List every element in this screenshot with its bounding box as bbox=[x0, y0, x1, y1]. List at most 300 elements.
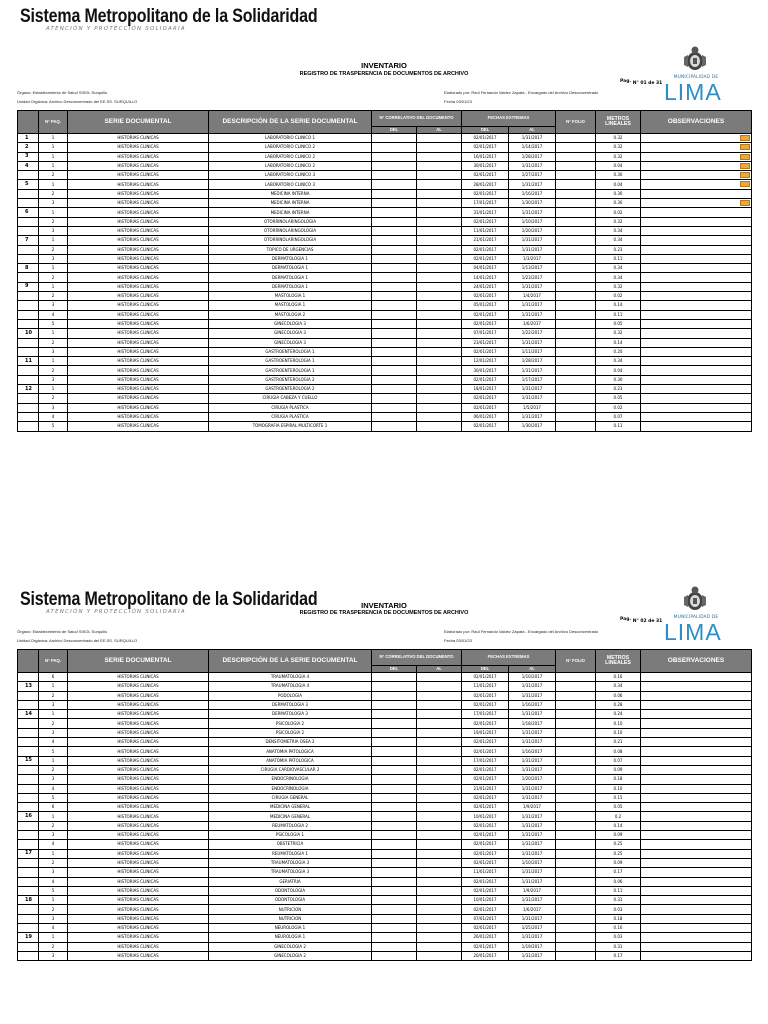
column-header-fecha-del: DEL bbox=[462, 127, 509, 134]
cell-caja bbox=[18, 784, 39, 793]
cell-metros: 0.32 bbox=[596, 329, 641, 338]
cell-observaciones bbox=[641, 189, 752, 198]
cell-caja bbox=[18, 765, 39, 774]
cell-serie: HISTORIAS CLINICAS bbox=[68, 385, 209, 394]
cell-fecha-del: 02/01/2017 bbox=[462, 719, 509, 728]
cell-correlativo-del bbox=[372, 933, 417, 942]
cell-serie: HISTORIAS CLINICAS bbox=[68, 775, 209, 784]
cell-paq: 1 bbox=[39, 357, 68, 366]
cell-folio bbox=[556, 719, 596, 728]
table-row bbox=[18, 338, 752, 347]
cell-observaciones bbox=[641, 840, 752, 849]
cell-descripcion: DERMATOLOGIA 1 bbox=[209, 282, 372, 291]
cell-folio bbox=[556, 793, 596, 802]
cell-folio bbox=[556, 412, 596, 421]
cell-caja bbox=[18, 821, 39, 830]
cell-fecha-del: 02/01/2017 bbox=[462, 171, 509, 180]
cell-caja: 2 bbox=[18, 143, 39, 152]
cell-observaciones bbox=[641, 858, 752, 867]
cell-serie: HISTORIAS CLINICAS bbox=[68, 394, 209, 403]
cell-correlativo-al bbox=[417, 728, 462, 737]
cell-correlativo-del bbox=[372, 171, 417, 180]
cell-fecha-al: 1/18/2017 bbox=[509, 719, 556, 728]
cell-descripcion: CIRUGIA CABEZA Y CUELLO bbox=[209, 394, 372, 403]
cell-fecha-al: 1/14/2017 bbox=[509, 143, 556, 152]
table-row bbox=[18, 208, 752, 217]
table-row bbox=[18, 877, 752, 886]
cell-metros: 0.21 bbox=[596, 738, 641, 747]
cell-descripcion: DENSITOMETRIA OSEA 2 bbox=[209, 738, 372, 747]
table-row bbox=[18, 347, 752, 356]
cell-folio bbox=[556, 180, 596, 189]
cell-fecha-al: 1/3/2017 bbox=[509, 254, 556, 263]
cell-serie: HISTORIAS CLINICAS bbox=[68, 700, 209, 709]
cell-correlativo-del bbox=[372, 375, 417, 384]
cell-caja: 7 bbox=[18, 236, 39, 245]
cell-correlativo-del bbox=[372, 273, 417, 282]
cell-fecha-del: 10/01/2017 bbox=[462, 812, 509, 821]
cell-paq: 1 bbox=[39, 812, 68, 821]
cell-folio bbox=[556, 273, 596, 282]
cell-correlativo-del bbox=[372, 868, 417, 877]
cell-correlativo-del bbox=[372, 682, 417, 691]
cell-fecha-al: 1/6/2017 bbox=[509, 319, 556, 328]
cell-observaciones bbox=[641, 152, 752, 161]
cell-fecha-del: 02/01/2017 bbox=[462, 134, 509, 143]
cell-folio bbox=[556, 700, 596, 709]
cell-descripcion: LABORATORIO CLINICO 2 bbox=[209, 152, 372, 161]
column-header-metros: METROS LINEALES bbox=[596, 650, 641, 673]
cell-correlativo-del bbox=[372, 831, 417, 840]
cell-correlativo-del bbox=[372, 217, 417, 226]
cell-serie: HISTORIAS CLINICAS bbox=[68, 728, 209, 737]
cell-observaciones bbox=[641, 765, 752, 774]
cell-correlativo-del bbox=[372, 905, 417, 914]
table-row bbox=[18, 840, 752, 849]
cell-metros: 0.25 bbox=[596, 849, 641, 858]
cell-serie: HISTORIAS CLINICAS bbox=[68, 933, 209, 942]
cell-descripcion: GASTROENTEROLOGIA 2 bbox=[209, 375, 372, 384]
cell-correlativo-al bbox=[417, 199, 462, 208]
logo-lima-text: LIMA bbox=[664, 79, 722, 105]
brand-title: Sistema Metropolitano de la Solidaridad bbox=[20, 588, 318, 610]
cell-descripcion: DERMATOLOGIA 1 bbox=[209, 264, 372, 273]
cell-fecha-al: 1/31/2017 bbox=[509, 933, 556, 942]
cell-correlativo-al bbox=[417, 738, 462, 747]
cell-observaciones bbox=[641, 821, 752, 830]
cell-correlativo-del bbox=[372, 691, 417, 700]
cell-serie: HISTORIAS CLINICAS bbox=[68, 849, 209, 858]
cell-paq: 4 bbox=[39, 784, 68, 793]
cell-folio bbox=[556, 812, 596, 821]
cell-folio bbox=[556, 951, 596, 960]
cell-caja: 13 bbox=[18, 682, 39, 691]
cell-caja bbox=[18, 691, 39, 700]
cell-correlativo-del bbox=[372, 264, 417, 273]
cell-fecha-al: 1/31/2017 bbox=[509, 831, 556, 840]
cell-fecha-al: 1/9/2017 bbox=[509, 803, 556, 812]
cell-fecha-del: 02/01/2017 bbox=[462, 877, 509, 886]
cell-fecha-al: 1/31/2017 bbox=[509, 821, 556, 830]
cell-folio bbox=[556, 403, 596, 412]
cell-caja bbox=[18, 951, 39, 960]
cell-folio bbox=[556, 161, 596, 170]
cell-metros: 0.34 bbox=[596, 226, 641, 235]
cell-serie: HISTORIAS CLINICAS bbox=[68, 803, 209, 812]
cell-caja: 5 bbox=[18, 180, 39, 189]
cell-descripcion: ENDOCRINOLOGIA bbox=[209, 784, 372, 793]
cell-caja bbox=[18, 292, 39, 301]
cell-correlativo-del bbox=[372, 338, 417, 347]
table-row bbox=[18, 189, 752, 198]
cell-folio bbox=[556, 171, 596, 180]
cell-paq: 5 bbox=[39, 319, 68, 328]
cell-observaciones bbox=[641, 254, 752, 263]
cell-fecha-al: 1/31/2017 bbox=[509, 840, 556, 849]
cell-descripcion: ENDOCRINOLOGIA bbox=[209, 775, 372, 784]
cell-fecha-al: 1/31/2017 bbox=[509, 394, 556, 403]
cell-folio bbox=[556, 831, 596, 840]
cell-correlativo-al bbox=[417, 273, 462, 282]
cell-paq: 1 bbox=[39, 236, 68, 245]
cell-caja bbox=[18, 412, 39, 421]
cell-correlativo-del bbox=[372, 793, 417, 802]
cell-paq: 3 bbox=[39, 868, 68, 877]
cell-fecha-del: 18/01/2017 bbox=[462, 385, 509, 394]
table-row bbox=[18, 868, 752, 877]
table-row bbox=[18, 264, 752, 273]
cell-folio bbox=[556, 765, 596, 774]
cell-fecha-del: 02/01/2017 bbox=[462, 422, 509, 431]
cell-serie: HISTORIAS CLINICAS bbox=[68, 171, 209, 180]
cell-metros: 0.02 bbox=[596, 208, 641, 217]
brand-title: Sistema Metropolitano de la Solidaridad bbox=[20, 5, 318, 27]
observation-tag-icon bbox=[740, 172, 750, 178]
cell-observaciones bbox=[641, 849, 752, 858]
column-header-observaciones: OBSERVACIONES bbox=[641, 650, 752, 673]
cell-correlativo-al bbox=[417, 319, 462, 328]
cell-descripcion: TOMOGRAFIA ESPIRAL MULTICORTE 1 bbox=[209, 422, 372, 431]
cell-metros: 0.23 bbox=[596, 385, 641, 394]
cell-descripcion: MASTOLOGIA 1 bbox=[209, 301, 372, 310]
cell-fecha-al: 1/27/2017 bbox=[509, 171, 556, 180]
cell-descripcion: TRAUMATOLOGIA 3 bbox=[209, 858, 372, 867]
cell-serie: HISTORIAS CLINICAS bbox=[68, 942, 209, 951]
cell-fecha-al: 1/31/2017 bbox=[509, 682, 556, 691]
cell-metros: 0.23 bbox=[596, 245, 641, 254]
cell-descripcion: NUTRICION bbox=[209, 905, 372, 914]
cell-fecha-del: 31/01/2017 bbox=[462, 208, 509, 217]
table-row bbox=[18, 691, 752, 700]
cell-correlativo-del bbox=[372, 394, 417, 403]
table-row bbox=[18, 886, 752, 895]
observation-tag-icon bbox=[740, 163, 750, 169]
cell-correlativo-al bbox=[417, 840, 462, 849]
column-header-paq: N° PAQ. bbox=[39, 111, 68, 134]
coat-of-arms-icon bbox=[680, 45, 710, 73]
cell-fecha-al: 1/28/2017 bbox=[509, 357, 556, 366]
cell-folio bbox=[556, 877, 596, 886]
cell-observaciones bbox=[641, 394, 752, 403]
cell-fecha-al: 1/22/2017 bbox=[509, 329, 556, 338]
cell-fecha-al: 1/19/2017 bbox=[509, 942, 556, 951]
cell-serie: HISTORIAS CLINICAS bbox=[68, 180, 209, 189]
cell-fecha-al: 1/31/2017 bbox=[509, 282, 556, 291]
cell-correlativo-al bbox=[417, 924, 462, 933]
cell-fecha-al: 1/30/2017 bbox=[509, 422, 556, 431]
cell-folio bbox=[556, 217, 596, 226]
cell-folio bbox=[556, 728, 596, 737]
cell-serie: HISTORIAS CLINICAS bbox=[68, 152, 209, 161]
cell-observaciones bbox=[641, 747, 752, 756]
cell-caja bbox=[18, 700, 39, 709]
cell-fecha-al: 1/31/2017 bbox=[509, 134, 556, 143]
cell-serie: HISTORIAS CLINICAS bbox=[68, 710, 209, 719]
cell-descripcion: GASTROENTEROLOGIA 1 bbox=[209, 357, 372, 366]
cell-correlativo-al bbox=[417, 366, 462, 375]
table-row bbox=[18, 254, 752, 263]
cell-folio bbox=[556, 710, 596, 719]
cell-serie: HISTORIAS CLINICAS bbox=[68, 877, 209, 886]
cell-caja: 3 bbox=[18, 152, 39, 161]
cell-correlativo-del bbox=[372, 226, 417, 235]
cell-fecha-del: 02/01/2017 bbox=[462, 189, 509, 198]
cell-correlativo-al bbox=[417, 264, 462, 273]
cell-observaciones bbox=[641, 347, 752, 356]
table-row bbox=[18, 217, 752, 226]
cell-fecha-del: 20/01/2017 bbox=[462, 951, 509, 960]
table-row bbox=[18, 161, 752, 170]
cell-folio bbox=[556, 385, 596, 394]
cell-serie: HISTORIAS CLINICAS bbox=[68, 719, 209, 728]
cell-observaciones bbox=[641, 310, 752, 319]
cell-paq: 1 bbox=[39, 143, 68, 152]
cell-serie: HISTORIAS CLINICAS bbox=[68, 765, 209, 774]
cell-metros: 0.24 bbox=[596, 710, 641, 719]
cell-fecha-del: 11/01/2017 bbox=[462, 226, 509, 235]
cell-fecha-al: 1/31/2017 bbox=[509, 896, 556, 905]
inventory-table-body bbox=[18, 673, 752, 961]
cell-fecha-al: 1/10/2017 bbox=[509, 673, 556, 682]
cell-folio bbox=[556, 886, 596, 895]
cell-fecha-al: 1/31/2017 bbox=[509, 412, 556, 421]
cell-correlativo-al bbox=[417, 700, 462, 709]
cell-metros: 0.04 bbox=[596, 161, 641, 170]
cell-observaciones bbox=[641, 134, 752, 143]
cell-paq: 1 bbox=[39, 849, 68, 858]
column-header-descripcion: DESCRIPCIÓN DE LA SERIE DOCUMENTAL bbox=[209, 111, 372, 134]
cell-serie: HISTORIAS CLINICAS bbox=[68, 319, 209, 328]
cell-serie: HISTORIAS CLINICAS bbox=[68, 896, 209, 905]
cell-metros: 0.09 bbox=[596, 831, 641, 840]
cell-paq: 2 bbox=[39, 171, 68, 180]
cell-folio bbox=[556, 756, 596, 765]
inventory-table bbox=[17, 110, 752, 432]
cell-correlativo-al bbox=[417, 217, 462, 226]
cell-descripcion: TRAUMATOLOGIA 4 bbox=[209, 673, 372, 682]
cell-fecha-del: 19/01/2017 bbox=[462, 728, 509, 737]
cell-descripcion: ANATOMIA PATOLOGICA bbox=[209, 747, 372, 756]
cell-descripcion: MASTOLOGIA 1 bbox=[209, 292, 372, 301]
cell-metros: 0.11 bbox=[596, 422, 641, 431]
cell-correlativo-del bbox=[372, 329, 417, 338]
cell-caja: 6 bbox=[18, 208, 39, 217]
cell-correlativo-del bbox=[372, 292, 417, 301]
cell-descripcion: LABORATORIO CLINICO 2 bbox=[209, 161, 372, 170]
cell-folio bbox=[556, 282, 596, 291]
cell-caja bbox=[18, 886, 39, 895]
cell-fecha-al: 1/31/2017 bbox=[509, 236, 556, 245]
cell-paq: 1 bbox=[39, 282, 68, 291]
cell-descripcion: LABORATORIO CLINICO 3 bbox=[209, 171, 372, 180]
cell-fecha-al: 1/31/2017 bbox=[509, 728, 556, 737]
cell-metros: 0.34 bbox=[596, 273, 641, 282]
cell-caja bbox=[18, 245, 39, 254]
cell-descripcion: PSICOLOGIA 2 bbox=[209, 728, 372, 737]
elaborado-text: Elaborado por: Raúl Fernando Valdez Zapata - Encargado del Archivo Desconcentrado bbox=[444, 90, 599, 95]
cell-fecha-del: 11/01/2017 bbox=[462, 868, 509, 877]
cell-descripcion: MEDICINA INTERNA bbox=[209, 189, 372, 198]
cell-correlativo-al bbox=[417, 803, 462, 812]
cell-descripcion: PSICOLOGIA 1 bbox=[209, 831, 372, 840]
cell-observaciones bbox=[641, 375, 752, 384]
cell-folio bbox=[556, 292, 596, 301]
cell-caja: 12 bbox=[18, 385, 39, 394]
cell-observaciones bbox=[641, 319, 752, 328]
cell-fecha-del: 02/01/2017 bbox=[462, 765, 509, 774]
cell-correlativo-al bbox=[417, 226, 462, 235]
cell-folio bbox=[556, 849, 596, 858]
cell-observaciones bbox=[641, 282, 752, 291]
cell-fecha-al: 1/6/2017 bbox=[509, 905, 556, 914]
cell-paq: 2 bbox=[39, 292, 68, 301]
cell-caja bbox=[18, 347, 39, 356]
cell-caja bbox=[18, 905, 39, 914]
cell-descripcion: CIRUGIA CARDIOVASCULAR 2 bbox=[209, 765, 372, 774]
table-row bbox=[18, 282, 752, 291]
cell-serie: HISTORIAS CLINICAS bbox=[68, 282, 209, 291]
cell-correlativo-al bbox=[417, 877, 462, 886]
cell-descripcion: DERMATOLOGIA 3 bbox=[209, 710, 372, 719]
table-row bbox=[18, 301, 752, 310]
logo-municipalidad-text: MUNICIPALIDAD DE bbox=[673, 615, 719, 620]
cell-paq: 1 bbox=[39, 896, 68, 905]
cell-metros: 0.25 bbox=[596, 840, 641, 849]
cell-serie: HISTORIAS CLINICAS bbox=[68, 254, 209, 263]
cell-serie: HISTORIAS CLINICAS bbox=[68, 747, 209, 756]
cell-descripcion: GINECOLOGIA 2 bbox=[209, 942, 372, 951]
cell-fecha-al: 1/5/2017 bbox=[509, 403, 556, 412]
cell-fecha-del: 04/01/2017 bbox=[462, 264, 509, 273]
cell-caja bbox=[18, 366, 39, 375]
cell-observaciones bbox=[641, 775, 752, 784]
cell-descripcion: CIRUGIA PLASTICA bbox=[209, 412, 372, 421]
cell-paq: 3 bbox=[39, 831, 68, 840]
cell-folio bbox=[556, 673, 596, 682]
cell-paq: 1 bbox=[39, 933, 68, 942]
cell-paq: 1 bbox=[39, 756, 68, 765]
cell-fecha-al: 1/31/2017 bbox=[509, 868, 556, 877]
cell-serie: HISTORIAS CLINICAS bbox=[68, 858, 209, 867]
cell-caja bbox=[18, 422, 39, 431]
cell-folio bbox=[556, 914, 596, 923]
cell-caja bbox=[18, 793, 39, 802]
cell-observaciones bbox=[641, 933, 752, 942]
cell-fecha-al: 1/31/2017 bbox=[509, 310, 556, 319]
cell-correlativo-al bbox=[417, 329, 462, 338]
column-header-correlativo: N° CORRELATIVO DEL DOCUMENTO bbox=[372, 111, 462, 127]
cell-caja: 17 bbox=[18, 849, 39, 858]
cell-observaciones bbox=[641, 877, 752, 886]
cell-correlativo-del bbox=[372, 914, 417, 923]
cell-correlativo-al bbox=[417, 180, 462, 189]
column-header-serie: SERIE DOCUMENTAL bbox=[68, 111, 209, 134]
cell-observaciones bbox=[641, 868, 752, 877]
column-header-correlativo-al: AL bbox=[417, 666, 462, 673]
cell-descripcion: TRAUMATOLOGIA 3 bbox=[209, 868, 372, 877]
cell-fecha-al: 1/25/2017 bbox=[509, 924, 556, 933]
cell-fecha-al: 1/31/2017 bbox=[509, 710, 556, 719]
column-header-correlativo-del: DEL bbox=[372, 666, 417, 673]
cell-fecha-del: 02/01/2017 bbox=[462, 840, 509, 849]
cell-correlativo-al bbox=[417, 422, 462, 431]
cell-caja: 4 bbox=[18, 161, 39, 170]
cell-correlativo-del bbox=[372, 143, 417, 152]
cell-paq: 2 bbox=[39, 273, 68, 282]
cell-fecha-al: 1/16/2017 bbox=[509, 700, 556, 709]
cell-observaciones bbox=[641, 366, 752, 375]
cell-metros: 0.11 bbox=[596, 886, 641, 895]
cell-descripcion: MEDICINA INTERNA bbox=[209, 199, 372, 208]
cell-correlativo-al bbox=[417, 933, 462, 942]
cell-correlativo-del bbox=[372, 765, 417, 774]
cell-paq: 2 bbox=[39, 765, 68, 774]
cell-fecha-al: 1/31/2017 bbox=[509, 691, 556, 700]
cell-correlativo-del bbox=[372, 152, 417, 161]
cell-fecha-al: 1/31/2017 bbox=[509, 738, 556, 747]
cell-serie: HISTORIAS CLINICAS bbox=[68, 310, 209, 319]
cell-fecha-del: 28/01/2017 bbox=[462, 180, 509, 189]
cell-correlativo-al bbox=[417, 784, 462, 793]
table-row bbox=[18, 180, 752, 189]
cell-caja: 11 bbox=[18, 357, 39, 366]
cell-fecha-del: 02/01/2017 bbox=[462, 821, 509, 830]
cell-descripcion: ODONTOLOGIA bbox=[209, 886, 372, 895]
cell-caja bbox=[18, 831, 39, 840]
cell-fecha-al: 1/31/2017 bbox=[509, 765, 556, 774]
cell-serie: HISTORIAS CLINICAS bbox=[68, 189, 209, 198]
cell-observaciones bbox=[641, 292, 752, 301]
cell-serie: HISTORIAS CLINICAS bbox=[68, 347, 209, 356]
cell-fecha-al: 1/31/2017 bbox=[509, 245, 556, 254]
cell-correlativo-al bbox=[417, 682, 462, 691]
cell-paq: 4 bbox=[39, 412, 68, 421]
column-header-correlativo-del: DEL bbox=[372, 127, 417, 134]
cell-paq: 5 bbox=[39, 747, 68, 756]
unidad-text: Unidad Orgánica: Archivo Desconcentrado del EE.SS. SURQUILLO bbox=[17, 99, 138, 104]
cell-correlativo-del bbox=[372, 896, 417, 905]
table-row bbox=[18, 422, 752, 431]
cell-paq: 6 bbox=[39, 673, 68, 682]
cell-fecha-al: 1/31/2017 bbox=[509, 914, 556, 923]
cell-paq: 3 bbox=[39, 226, 68, 235]
cell-correlativo-del bbox=[372, 357, 417, 366]
cell-fecha-del: 11/01/2017 bbox=[462, 682, 509, 691]
table-row bbox=[18, 914, 752, 923]
cell-paq: 1 bbox=[39, 682, 68, 691]
column-header-fecha-al: AL bbox=[509, 127, 556, 134]
cell-fecha-del: 12/01/2017 bbox=[462, 357, 509, 366]
